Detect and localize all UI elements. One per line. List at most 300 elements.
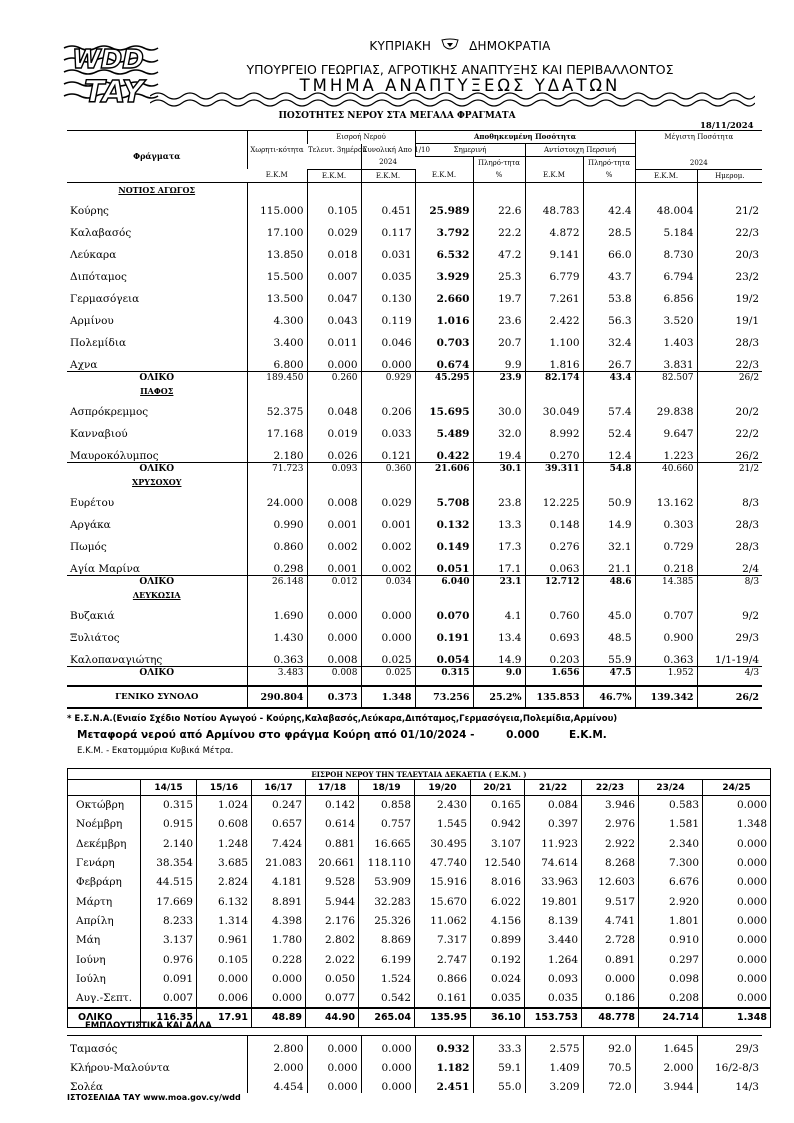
month-row (68, 892, 771, 911)
month-row (68, 873, 771, 892)
dam-name: Αρμίνου (70, 315, 114, 327)
inflow-total: 48.89 (252, 1008, 306, 1027)
max-date: 16/2-8/3 (697, 1055, 762, 1074)
inflow-value: 0.208 (639, 988, 703, 1007)
blank-cell (697, 182, 762, 195)
stored-today: 3.929 (415, 261, 473, 283)
inflow-value: 0.942 (471, 815, 525, 834)
inflow-value: 53.909 (359, 873, 415, 892)
inflow-value: 0.093 (525, 969, 582, 988)
dam-row (67, 487, 762, 509)
stored-lastyear: 2.422 (525, 305, 583, 327)
stored-lastyear: 7.261 (525, 283, 583, 305)
inflow-value: 0.050 (306, 969, 359, 988)
fill-today: 23.6 (473, 305, 525, 327)
capacity: 0.860 (247, 531, 307, 553)
inflow-value: 5.944 (306, 892, 359, 911)
inflow-value: 8.233 (141, 911, 197, 930)
inflow-last: 0.007 (307, 261, 361, 283)
stored-today: 0.674 (415, 349, 473, 371)
inflow-total: 48.778 (582, 1008, 639, 1027)
notes (67, 714, 767, 756)
max-volume: 40.660 (635, 462, 697, 474)
inflow-value: 0.228 (252, 950, 306, 969)
inflow-value: 0.035 (525, 988, 582, 1007)
max-date: 26/2 (697, 371, 762, 383)
blank-cell (635, 474, 697, 487)
blank-cell (361, 587, 415, 600)
blank-cell (307, 587, 361, 600)
inflow-value: 2.140 (141, 834, 197, 853)
capacity: 3.483 (247, 666, 307, 678)
fill-lastyear: 72.0 (583, 1074, 635, 1093)
stored-lastyear: 0.693 (525, 622, 583, 644)
blank-cell (525, 383, 583, 396)
emblem-icon (441, 38, 459, 52)
stored-today: 5.708 (415, 487, 473, 509)
inflow-total: 0.451 (361, 195, 415, 217)
inflow-total: 1.348 (703, 1008, 771, 1027)
inflow-last: 0.008 (307, 666, 361, 678)
inflow-value: 1.801 (639, 911, 703, 930)
inflow-value: 1.348 (703, 815, 771, 834)
inflow-last: 0.043 (307, 305, 361, 327)
inflow-last: 0.047 (307, 283, 361, 305)
inflow-value: 1.581 (639, 815, 703, 834)
year-header: 15/16 (197, 780, 252, 796)
inflow-total: 44.90 (306, 1008, 359, 1027)
fill-lastyear: 47.5 (583, 666, 635, 678)
max-date: 14/3 (697, 1074, 762, 1093)
stored-lastyear: 1.100 (525, 327, 583, 349)
fill-today: 13.4 (473, 622, 525, 644)
col-dams: Φράγματα (67, 131, 247, 183)
inflow-value: 38.354 (141, 853, 197, 872)
capacity: 17.168 (247, 418, 307, 440)
dam-row (67, 418, 762, 440)
import-dam-row (67, 1055, 762, 1074)
inflow-value: 3.946 (582, 796, 639, 815)
blank-cell (525, 678, 583, 686)
inflow-value: 0.000 (703, 873, 771, 892)
inflow-value: 6.199 (359, 950, 415, 969)
inflow-value: 0.657 (252, 815, 306, 834)
stored-today: 2.451 (415, 1074, 473, 1093)
capacity: 3.400 (247, 327, 307, 349)
inflow-value: 2.824 (197, 873, 252, 892)
fill-lastyear: 48.6 (583, 575, 635, 587)
blank-cell (583, 182, 635, 195)
dam-name: ΟΛΙΚΟ (67, 371, 247, 383)
max-date: 4/3 (697, 666, 762, 678)
inflow-total: 0.206 (361, 396, 415, 418)
dam-row (67, 217, 762, 239)
inflow-value: 0.614 (306, 815, 359, 834)
fill-today: 14.9 (473, 644, 525, 666)
unit-today: Ε.Κ.Μ. (415, 169, 473, 182)
section-total-row (67, 462, 762, 474)
inflow-value: 0.000 (197, 969, 252, 988)
inflow-value: 2.728 (582, 931, 639, 950)
inflow-value: 3.107 (471, 834, 525, 853)
fill-lastyear: 32.1 (583, 531, 635, 553)
blank-cell (247, 678, 307, 686)
max-date: 20/2 (697, 396, 762, 418)
capacity: 15.500 (247, 261, 307, 283)
inflow-value: 1.524 (359, 969, 415, 988)
col-inflow-last: Τελευτ. 3ημέρου (307, 144, 361, 170)
fill-today: 23.9 (473, 371, 525, 383)
max-volume: 13.162 (635, 487, 697, 509)
stored-lastyear: 3.209 (525, 1074, 583, 1093)
blank-cell (697, 587, 762, 600)
republic-left: ΚΥΠΡΙΑΚΗ (369, 39, 432, 53)
max-date: 8/3 (697, 575, 762, 587)
section-header (67, 182, 762, 195)
inflow-total: 0.029 (361, 487, 415, 509)
inflow-value: 0.035 (471, 988, 525, 1007)
inflow-value: 47.740 (415, 853, 471, 872)
inflow-value: 19.801 (525, 892, 582, 911)
blank-cell (247, 474, 307, 487)
max-volume: 0.218 (635, 553, 697, 575)
month-name: Ιούνη (76, 953, 106, 966)
dam-row (67, 239, 762, 261)
blank-cell (697, 474, 762, 487)
dam-name: Σολέα (70, 1080, 103, 1093)
max-date: 29/3 (697, 622, 762, 644)
capacity: 2.180 (247, 440, 307, 462)
fill-today: 59.1 (473, 1055, 525, 1074)
inflow-value: 15.916 (415, 873, 471, 892)
inflow-value: 2.976 (582, 815, 639, 834)
stored-lastyear: 4.872 (525, 217, 583, 239)
inflow-value: 0.091 (141, 969, 197, 988)
fill-today: 23.8 (473, 487, 525, 509)
dam-name: Καλαβασός (70, 227, 132, 239)
dam-name: Γερμασόγεια (70, 293, 140, 305)
inflow-last: 0.000 (307, 349, 361, 371)
inflow-value: 0.608 (197, 815, 252, 834)
spacer-row (67, 678, 762, 686)
imports-table (67, 1035, 762, 1093)
inflow-total: 0.025 (361, 666, 415, 678)
blank-cell (415, 587, 473, 600)
inflow-value: 11.062 (415, 911, 471, 930)
inflow-value: 30.495 (415, 834, 471, 853)
inflow-total: 0.034 (361, 575, 415, 587)
max-volume: 6.794 (635, 261, 697, 283)
blank-cell (415, 182, 473, 195)
max-date: 22/3 (697, 349, 762, 371)
dam-row (67, 396, 762, 418)
capacity: 13.850 (247, 239, 307, 261)
col-today: Σημερινή (415, 144, 525, 157)
unit-max: Ε.Κ.Μ. (635, 169, 697, 182)
inflow-last: 0.000 (307, 1036, 361, 1055)
stored-today: 5.489 (415, 418, 473, 440)
max-volume: 0.363 (635, 644, 697, 666)
inflow-last: 0.373 (307, 686, 361, 708)
stored-lastyear: 8.992 (525, 418, 583, 440)
inflow-total: 0.000 (361, 1036, 415, 1055)
fill-lastyear: 46.7% (583, 686, 635, 708)
dam-name: Αγία Μαρίνα (70, 562, 141, 575)
inflow-value: 0.297 (639, 950, 703, 969)
inflow-value: 3.440 (525, 931, 582, 950)
section-header (67, 474, 762, 487)
transfer-unit: Ε.Κ.Μ. (569, 729, 607, 741)
col-max: Μέγιστη Ποσότητα (635, 131, 762, 144)
blank-cell (247, 587, 307, 600)
blank-cell (307, 474, 361, 487)
inflow-value: 4.181 (252, 873, 306, 892)
inflow-value: 16.665 (359, 834, 415, 853)
fill-today: 9.0 (473, 666, 525, 678)
capacity: 4.454 (247, 1074, 307, 1093)
max-volume: 1.223 (635, 440, 697, 462)
capacity: 71.723 (247, 462, 307, 474)
col-inflow: Εισροή Νερού (307, 131, 415, 144)
capacity: 0.363 (247, 644, 307, 666)
inflow-last: 0.001 (307, 553, 361, 575)
blank-cell (247, 383, 307, 396)
capacity: 115.000 (247, 195, 307, 217)
inflow-total: 0.121 (361, 440, 415, 462)
stored-today: 25.989 (415, 195, 473, 217)
col-max-year: 2024 (635, 144, 762, 170)
unit-inflow-total: Ε.Κ.Μ. (361, 169, 415, 182)
max-volume: 139.342 (635, 686, 697, 708)
inflow-last: 0.000 (307, 600, 361, 622)
month-name: Μάη (76, 934, 101, 947)
inflow-value: 0.757 (359, 815, 415, 834)
fill-lastyear: 54.8 (583, 462, 635, 474)
inflow-total: 135.95 (415, 1008, 471, 1027)
capacity: 290.804 (247, 686, 307, 708)
inflow-value: 12.603 (582, 873, 639, 892)
inflow-value: 0.000 (582, 969, 639, 988)
inflow-value: 2.920 (639, 892, 703, 911)
inflow-value: 0.583 (639, 796, 703, 815)
stored-lastyear: 12.225 (525, 487, 583, 509)
stored-lastyear: 0.760 (525, 600, 583, 622)
max-date: 28/3 (697, 531, 762, 553)
stored-lastyear: 0.203 (525, 644, 583, 666)
inflow-value: 4.156 (471, 911, 525, 930)
inflow-last: 0.001 (307, 509, 361, 531)
inflow-value: 9.517 (582, 892, 639, 911)
inflow-total: 0.130 (361, 283, 415, 305)
stored-today: 1.016 (415, 305, 473, 327)
unit-lastyear-pct: % (583, 169, 635, 182)
blank-cell (361, 182, 415, 195)
dam-row (67, 531, 762, 553)
stored-lastyear: 0.148 (525, 509, 583, 531)
dam-row (67, 349, 762, 371)
inflow-value: 0.077 (306, 988, 359, 1007)
fill-lastyear: 32.4 (583, 327, 635, 349)
inflow-value: 6.022 (471, 892, 525, 911)
inflow-last: 0.011 (307, 327, 361, 349)
inflow-caption: ΕΙΣΡΟΗ ΝΕΡΟΥ ΤΗΝ ΤΕΛΕΥΤΑΙΑ ΔΕΚΑΕΤΙΑ ( Ε.Κ.Μ. ) (68, 769, 771, 780)
year-header: 19/20 (415, 780, 471, 796)
blank-cell (307, 678, 361, 686)
fill-lastyear: 14.9 (583, 509, 635, 531)
inflow-total: 0.000 (361, 600, 415, 622)
max-date: 20/3 (697, 239, 762, 261)
inflow-last: 0.260 (307, 371, 361, 383)
blank-cell (307, 383, 361, 396)
fill-today: 13.3 (473, 509, 525, 531)
month-row (68, 815, 771, 834)
inflow-total: 36.10 (471, 1008, 525, 1027)
dam-name: Πωμός (70, 541, 107, 553)
max-volume: 1.952 (635, 666, 697, 678)
month-name: Νοέμβρη (76, 818, 123, 831)
fill-lastyear: 50.9 (583, 487, 635, 509)
inflow-value: 0.006 (197, 988, 252, 1007)
blank-cell (525, 182, 583, 195)
fill-today: 22.6 (473, 195, 525, 217)
dam-row (67, 644, 762, 666)
inflow-value: 0.000 (703, 988, 771, 1007)
inflow-value: 0.247 (252, 796, 306, 815)
inflow-value: 2.340 (639, 834, 703, 853)
col-stored: Αποθηκευμένη Ποσότητα (415, 131, 635, 144)
inflow-value: 0.142 (306, 796, 359, 815)
month-name: Οκτώβρη (76, 799, 125, 812)
inflow-value: 3.137 (141, 931, 197, 950)
blank-cell (361, 678, 415, 686)
inflow-value: 7.317 (415, 931, 471, 950)
month-row (68, 796, 771, 815)
section-name: ΝΟΤΙΟΣ ΑΓΩΓΟΣ (118, 185, 196, 195)
dam-row (67, 195, 762, 217)
inflow-total: 265.04 (359, 1008, 415, 1027)
dam-name: Διπόταμος (70, 271, 127, 283)
dam-row (67, 305, 762, 327)
dam-row (67, 440, 762, 462)
inflow-last: 0.048 (307, 396, 361, 418)
blank-cell (583, 474, 635, 487)
website-footer: ΙΣΤΟΣΕΛΙΔΑ ΤΑΥ www.moa.gov.cy/wdd (67, 1093, 241, 1102)
stored-lastyear: 1.409 (525, 1055, 583, 1074)
inflow-value: 4.741 (582, 911, 639, 930)
inflow-value: 0.397 (525, 815, 582, 834)
year-header: 21/22 (525, 780, 582, 796)
inflow-total: 0.000 (361, 622, 415, 644)
inflow-value: 0.891 (582, 950, 639, 969)
fill-lastyear: 21.1 (583, 553, 635, 575)
inflow-last: 0.000 (307, 1055, 361, 1074)
dam-row (67, 553, 762, 575)
fill-today: 17.1 (473, 553, 525, 575)
dam-row (67, 622, 762, 644)
blank-cell (697, 383, 762, 396)
total-label: ΟΛΙΚΟ (68, 1008, 141, 1027)
dam-name: ΟΛΙΚΟ (67, 575, 247, 587)
capacity: 6.800 (247, 349, 307, 371)
inflow-last: 0.029 (307, 217, 361, 239)
inflow-value: 8.268 (582, 853, 639, 872)
max-volume: 0.707 (635, 600, 697, 622)
max-date: 22/3 (697, 217, 762, 239)
inflow-total: 0.002 (361, 553, 415, 575)
dam-row (67, 283, 762, 305)
inflow-value: 74.614 (525, 853, 582, 872)
inflow-value: 0.165 (471, 796, 525, 815)
month-row (68, 834, 771, 853)
max-volume: 0.900 (635, 622, 697, 644)
inflow-total: 0.119 (361, 305, 415, 327)
dam-row (67, 509, 762, 531)
fill-today: 25.3 (473, 261, 525, 283)
blank-cell (307, 182, 361, 195)
col-today-blank (415, 157, 473, 170)
fill-today: 30.1 (473, 462, 525, 474)
inflow-value: 3.685 (197, 853, 252, 872)
section-total-row (67, 575, 762, 587)
inflow-value: 0.315 (141, 796, 197, 815)
year-header: 24/25 (703, 780, 771, 796)
month-name: Απρίλη (76, 914, 114, 927)
max-volume: 14.385 (635, 575, 697, 587)
inflow-last: 0.000 (307, 622, 361, 644)
stored-lastyear: 30.049 (525, 396, 583, 418)
inflow-total: 24.714 (639, 1008, 703, 1027)
year-header: 22/23 (582, 780, 639, 796)
max-volume: 1.645 (635, 1036, 697, 1055)
capacity: 2.800 (247, 1036, 307, 1055)
inflow-value: 0.976 (141, 950, 197, 969)
max-date: 21/2 (697, 462, 762, 474)
transfer-value: 0.000 (506, 729, 540, 741)
stored-lastyear: 6.779 (525, 261, 583, 283)
inflow-total: 0.031 (361, 239, 415, 261)
capacity: 4.300 (247, 305, 307, 327)
stored-lastyear: 0.276 (525, 531, 583, 553)
inflow-value: 0.866 (415, 969, 471, 988)
month-row (68, 853, 771, 872)
unit-lastyear: Ε.Κ.Μ (525, 169, 583, 182)
dam-name: Αχνα (70, 358, 98, 371)
svg-text:WDD: WDD (72, 45, 144, 75)
max-volume: 6.856 (635, 283, 697, 305)
inflow-value: 0.186 (582, 988, 639, 1007)
inflow-value: 0.000 (703, 796, 771, 815)
stored-today: 6.040 (415, 575, 473, 587)
section-name: ΛΕΥΚΩΣΙΑ (132, 590, 181, 600)
stored-today: 0.932 (415, 1036, 473, 1055)
month-row (68, 911, 771, 930)
fill-today: 4.1 (473, 600, 525, 622)
max-date: 23/2 (697, 261, 762, 283)
dam-name: ΓΕΝΙΚΟ ΣΥΝΟΛΟ (67, 686, 247, 708)
stored-lastyear: 1.816 (525, 349, 583, 371)
report-title: ΠΟΣΟΤΗΤΕΣ ΝΕΡΟΥ ΣΤΑ ΜΕΓΑΛΑ ΦΡΑΓΜΑΤΑ (278, 111, 516, 121)
month-row (68, 969, 771, 988)
stored-today: 0.070 (415, 600, 473, 622)
inflow-value: 0.084 (525, 796, 582, 815)
stored-today: 6.532 (415, 239, 473, 261)
max-date: 8/3 (697, 487, 762, 509)
stored-today: 0.315 (415, 666, 473, 678)
fill-lastyear: 42.4 (583, 195, 635, 217)
inflow-total: 0.025 (361, 644, 415, 666)
inflow-value: 7.424 (252, 834, 306, 853)
month-name: Γενάρη (76, 857, 115, 870)
